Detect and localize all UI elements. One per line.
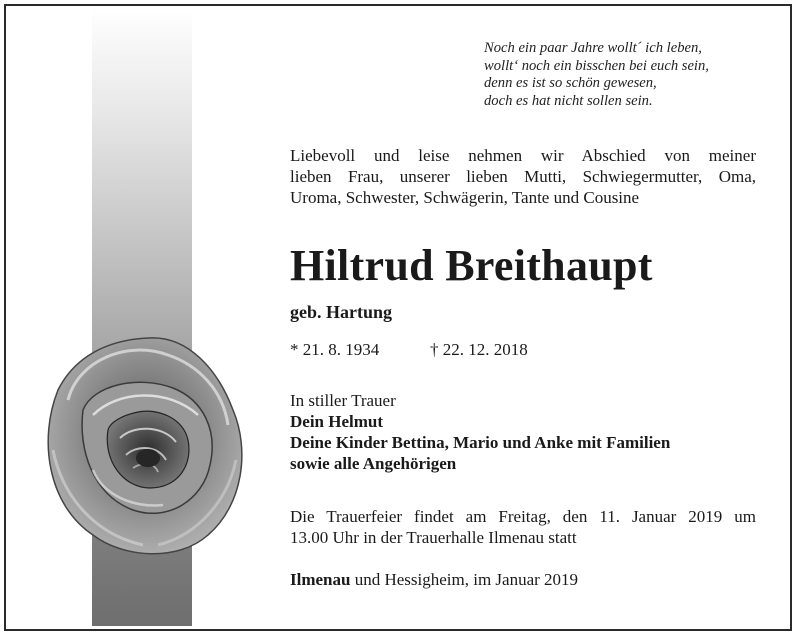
mourner-line: Dein Helmut xyxy=(290,412,384,431)
poem-line: wollt‘ noch ein bisschen bei euch sein, xyxy=(484,57,709,74)
life-dates xyxy=(290,340,528,360)
mourners-block xyxy=(290,390,670,474)
farewell-line: Uroma, Schwester, Schwägerin, Tante und Cousine xyxy=(290,188,640,207)
farewell-text xyxy=(290,145,756,208)
rose-icon xyxy=(38,330,250,570)
poem-line: Noch ein paar Jahre wollt´ ich leben, xyxy=(484,40,702,56)
deceased-name: Hiltrud Breithaupt xyxy=(290,241,653,290)
maiden-name: geb. Hartung xyxy=(290,302,393,322)
place-rest: und Hessigheim, im Januar 2019 xyxy=(350,570,579,589)
place-and-date xyxy=(290,570,578,590)
memorial-poem xyxy=(484,40,784,110)
mourner-line: sowie alle Angehörigen xyxy=(290,454,457,473)
mourner-line: Deine Kinder Bettina, Mario und Anke mit Familien xyxy=(290,433,671,452)
death-date: † 22. 12. 2018 xyxy=(430,340,528,359)
poem-line: denn es ist so schön gewesen, xyxy=(484,75,657,91)
funeral-line: 13.00 Uhr in der Trauerhalle Ilmenau statt xyxy=(290,528,577,547)
mourning-heading: In stiller Trauer xyxy=(290,391,396,410)
birth-date: * 21. 8. 1934 xyxy=(290,340,380,359)
place-city: Ilmenau xyxy=(290,570,351,589)
funeral-info xyxy=(290,506,756,548)
farewell-line: lieben Frau, unserer lieben Mutti, Schwiegermutter, Oma, xyxy=(290,167,756,186)
funeral-line: Die Trauerfeier findet am Freitag, den 11. Januar 2019 um xyxy=(290,507,756,526)
poem-line: doch es hat nicht sollen sein. xyxy=(484,92,653,109)
farewell-line: Liebevoll und leise nehmen wir Abschied von meiner xyxy=(290,146,756,165)
